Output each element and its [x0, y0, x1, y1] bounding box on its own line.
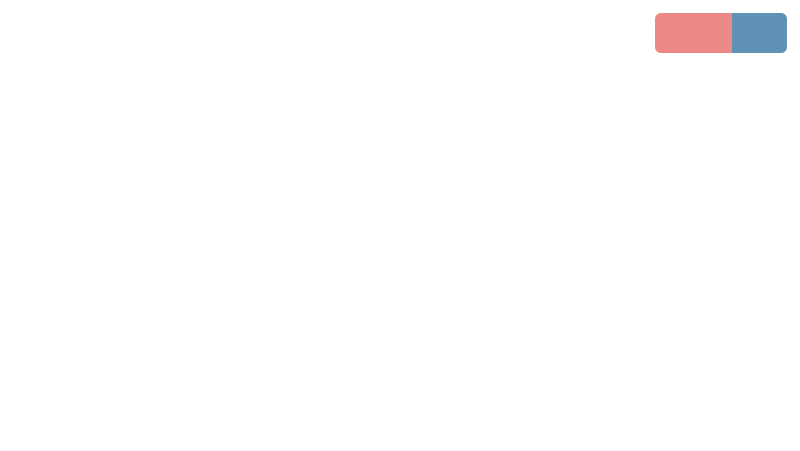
watermark-left-panel: [655, 13, 732, 53]
watermark-right-panel: [732, 13, 787, 53]
autoria-watermark-logo: [655, 13, 787, 53]
